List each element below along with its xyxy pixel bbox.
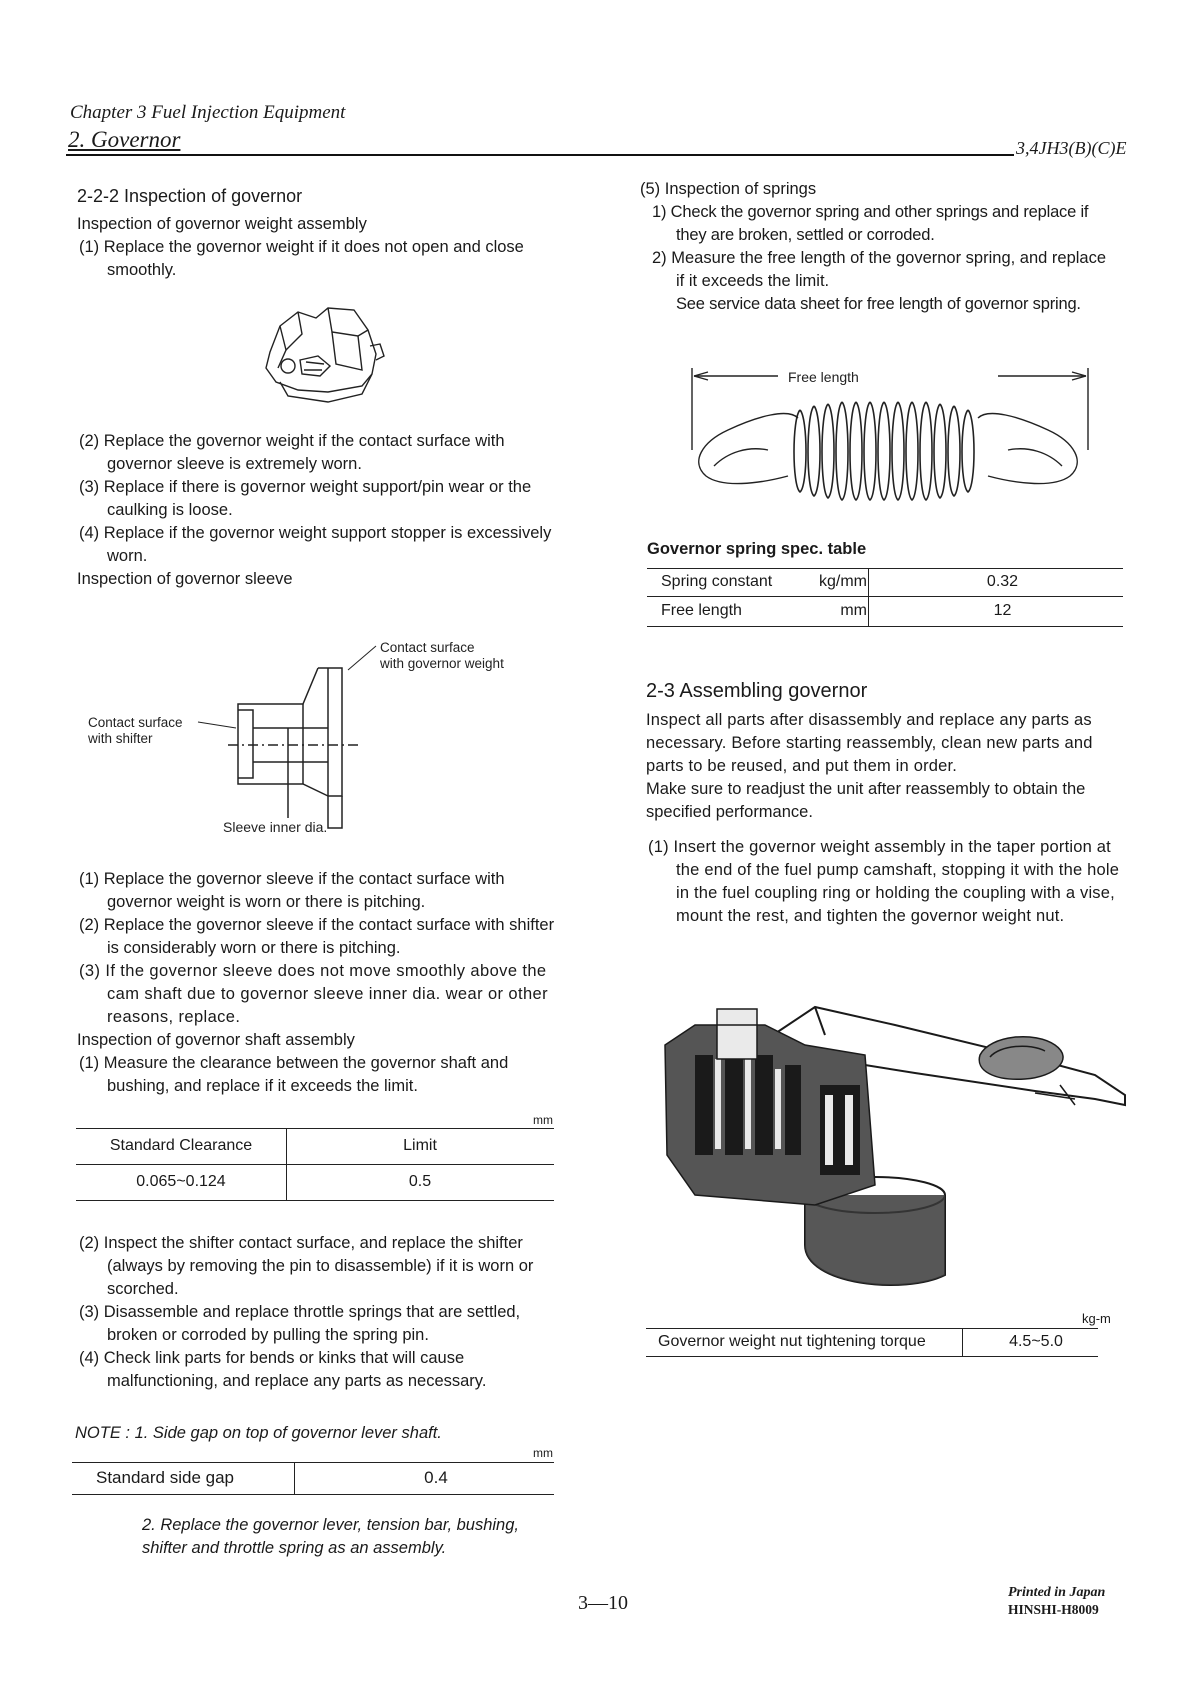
sleeve-item-1: (1) Replace the governor sleeve if the contact surface with governor weight is worn or there is pitching. — [79, 870, 505, 911]
contact-shifter-label-2: with shifter — [88, 731, 153, 746]
section-title: 2. Governor — [68, 127, 181, 152]
left-column-3 — [77, 868, 565, 1098]
chapter-title: Chapter 3 Fuel Injection Equipment — [70, 102, 346, 123]
other-item-2: (2) Inspect the shifter contact surface, and replace the shifter (always by removing the pin to disassemble) if it is worn or scorched. — [79, 1234, 534, 1298]
assembling-para-1: Inspect all parts after disassembly and replace any parts as necessary. Before starting reassembly, clean new parts and parts to be reused, and put them in order. — [646, 711, 1093, 775]
doc-code: HINSHI-H8009 — [1008, 1602, 1099, 1617]
clearance-header-standard: Standard Clearance — [109, 1137, 253, 1154]
spec-unit-0: kg/mm — [819, 573, 867, 590]
free-length-label: Free length — [788, 369, 859, 385]
assembling-heading: 2-3 Assembling governor — [646, 680, 868, 702]
clearance-value-standard: 0.065~0.124 — [136, 1173, 226, 1190]
spec-label-0: Spring constant — [661, 573, 773, 590]
assembling-para-2: Make sure to readjust the unit after reassembly to obtain the specified performance. — [646, 780, 1086, 821]
inspection-heading: 2-2-2 Inspection of governor — [77, 186, 303, 206]
torque-table — [646, 1328, 1098, 1356]
sleeve-item-3: (3) If the governor sleeve does not move smoothly above the cam shaft due to governor sleeve inner dia. wear or other reasons, replace. — [79, 962, 549, 1026]
spec-unit-1: mm — [840, 602, 867, 619]
left-column-2 — [77, 430, 565, 591]
spec-label-1: Free length — [661, 602, 742, 619]
contact-weight-label-2: with governor weight — [380, 656, 504, 671]
torque-unit: kg-m — [1082, 1311, 1111, 1326]
side-gap-table — [72, 1462, 554, 1494]
right-column — [640, 178, 1118, 316]
torque-label: Governor weight nut tightening torque — [658, 1333, 926, 1350]
shaft-title: Inspection of governor shaft assembly — [77, 1031, 355, 1049]
spring-figure — [688, 358, 1098, 508]
spec-row-spring-constant — [647, 568, 1123, 596]
torque-value: 4.5~5.0 — [1009, 1333, 1063, 1350]
shaft-item-1: (1) Measure the clearance between the governor shaft and bushing, and replace if it exceeds the limit. — [79, 1054, 509, 1095]
contact-shifter-label-1: Contact surface — [88, 715, 183, 730]
governor-weight-figure — [258, 304, 392, 408]
left-column — [77, 186, 565, 282]
springs-note: See service data sheet for free length of governor spring. — [676, 295, 1081, 313]
weight-item-1: (1) Replace the governor weight if it does not open and close smoothly. — [79, 238, 524, 279]
clearance-unit: mm — [533, 1113, 553, 1127]
spec-row-free-length — [647, 596, 1123, 626]
sleeve-figure — [78, 632, 568, 842]
side-gap-label: Standard side gap — [96, 1468, 234, 1487]
weight-item-4: (4) Replace if the governor weight support stopper is excessively worn. — [79, 524, 552, 565]
left-column-4 — [77, 1232, 565, 1393]
weight-item-3: (3) Replace if there is governor weight support/pin wear or the caulking is loose. — [79, 478, 532, 519]
weight-item-2: (2) Replace the governor weight if the contact surface with governor sleeve is extremely worn. — [79, 432, 505, 473]
page-number: 3—10 — [578, 1592, 628, 1614]
header-rule — [66, 154, 1014, 156]
note-title: NOTE : 1. Side gap on top of governor lever shaft. — [75, 1424, 442, 1442]
other-item-3: (3) Disassemble and replace throttle springs that are settled, broken or corroded by pulling the spring pin. — [79, 1303, 521, 1344]
assembling-item-1: (1) Insert the governor weight assembly in the taper portion at the end of the fuel pump camshaft, stopping it with the hole in the fuel coupling ring or holding the coupling with a vise, mount the rest, and tighten the governor weight nut. — [648, 838, 1120, 925]
printed-in: Printed in Japan — [1008, 1585, 1106, 1600]
springs-title: (5) Inspection of springs — [640, 180, 817, 198]
contact-weight-label-1: Contact surface — [380, 640, 475, 655]
springs-item-1: 1) Check the governor spring and other springs and replace if they are broken, settled or corroded. — [652, 203, 1089, 244]
note-2: 2. Replace the governor lever, tension bar, bushing, shifter and throttle spring as an assembly. — [142, 1516, 519, 1557]
sleeve-title: Inspection of governor sleeve — [77, 570, 293, 588]
assembly-photo — [655, 995, 1135, 1305]
other-item-4: (4) Check link parts for bends or kinks that will cause malfunctioning, and replace any parts as necessary. — [79, 1349, 487, 1390]
spring-spec-table — [647, 568, 1123, 626]
spec-title: Governor spring spec. table — [647, 540, 867, 558]
assembling-section — [646, 680, 1128, 928]
springs-item-2: 2) Measure the free length of the governor spring, and replace if it exceeds the limit. — [652, 249, 1107, 290]
side-gap-unit: mm — [533, 1446, 553, 1460]
inner-dia-label: Sleeve inner dia. — [223, 819, 328, 835]
sleeve-item-2: (2) Replace the governor sleeve if the contact surface with shifter is considerably worn or there is pitching. — [79, 916, 555, 957]
clearance-value-limit: 0.5 — [408, 1173, 432, 1190]
spec-value-0: 0.32 — [986, 573, 1019, 590]
spec-value-1: 12 — [993, 602, 1012, 619]
clearance-header-limit: Limit — [403, 1137, 437, 1154]
weight-title: Inspection of governor weight assembly — [77, 215, 367, 233]
side-gap-value: 0.4 — [424, 1468, 448, 1487]
clearance-table — [76, 1128, 554, 1200]
model-code: 3,4JH3(B)(C)E — [1016, 138, 1127, 158]
